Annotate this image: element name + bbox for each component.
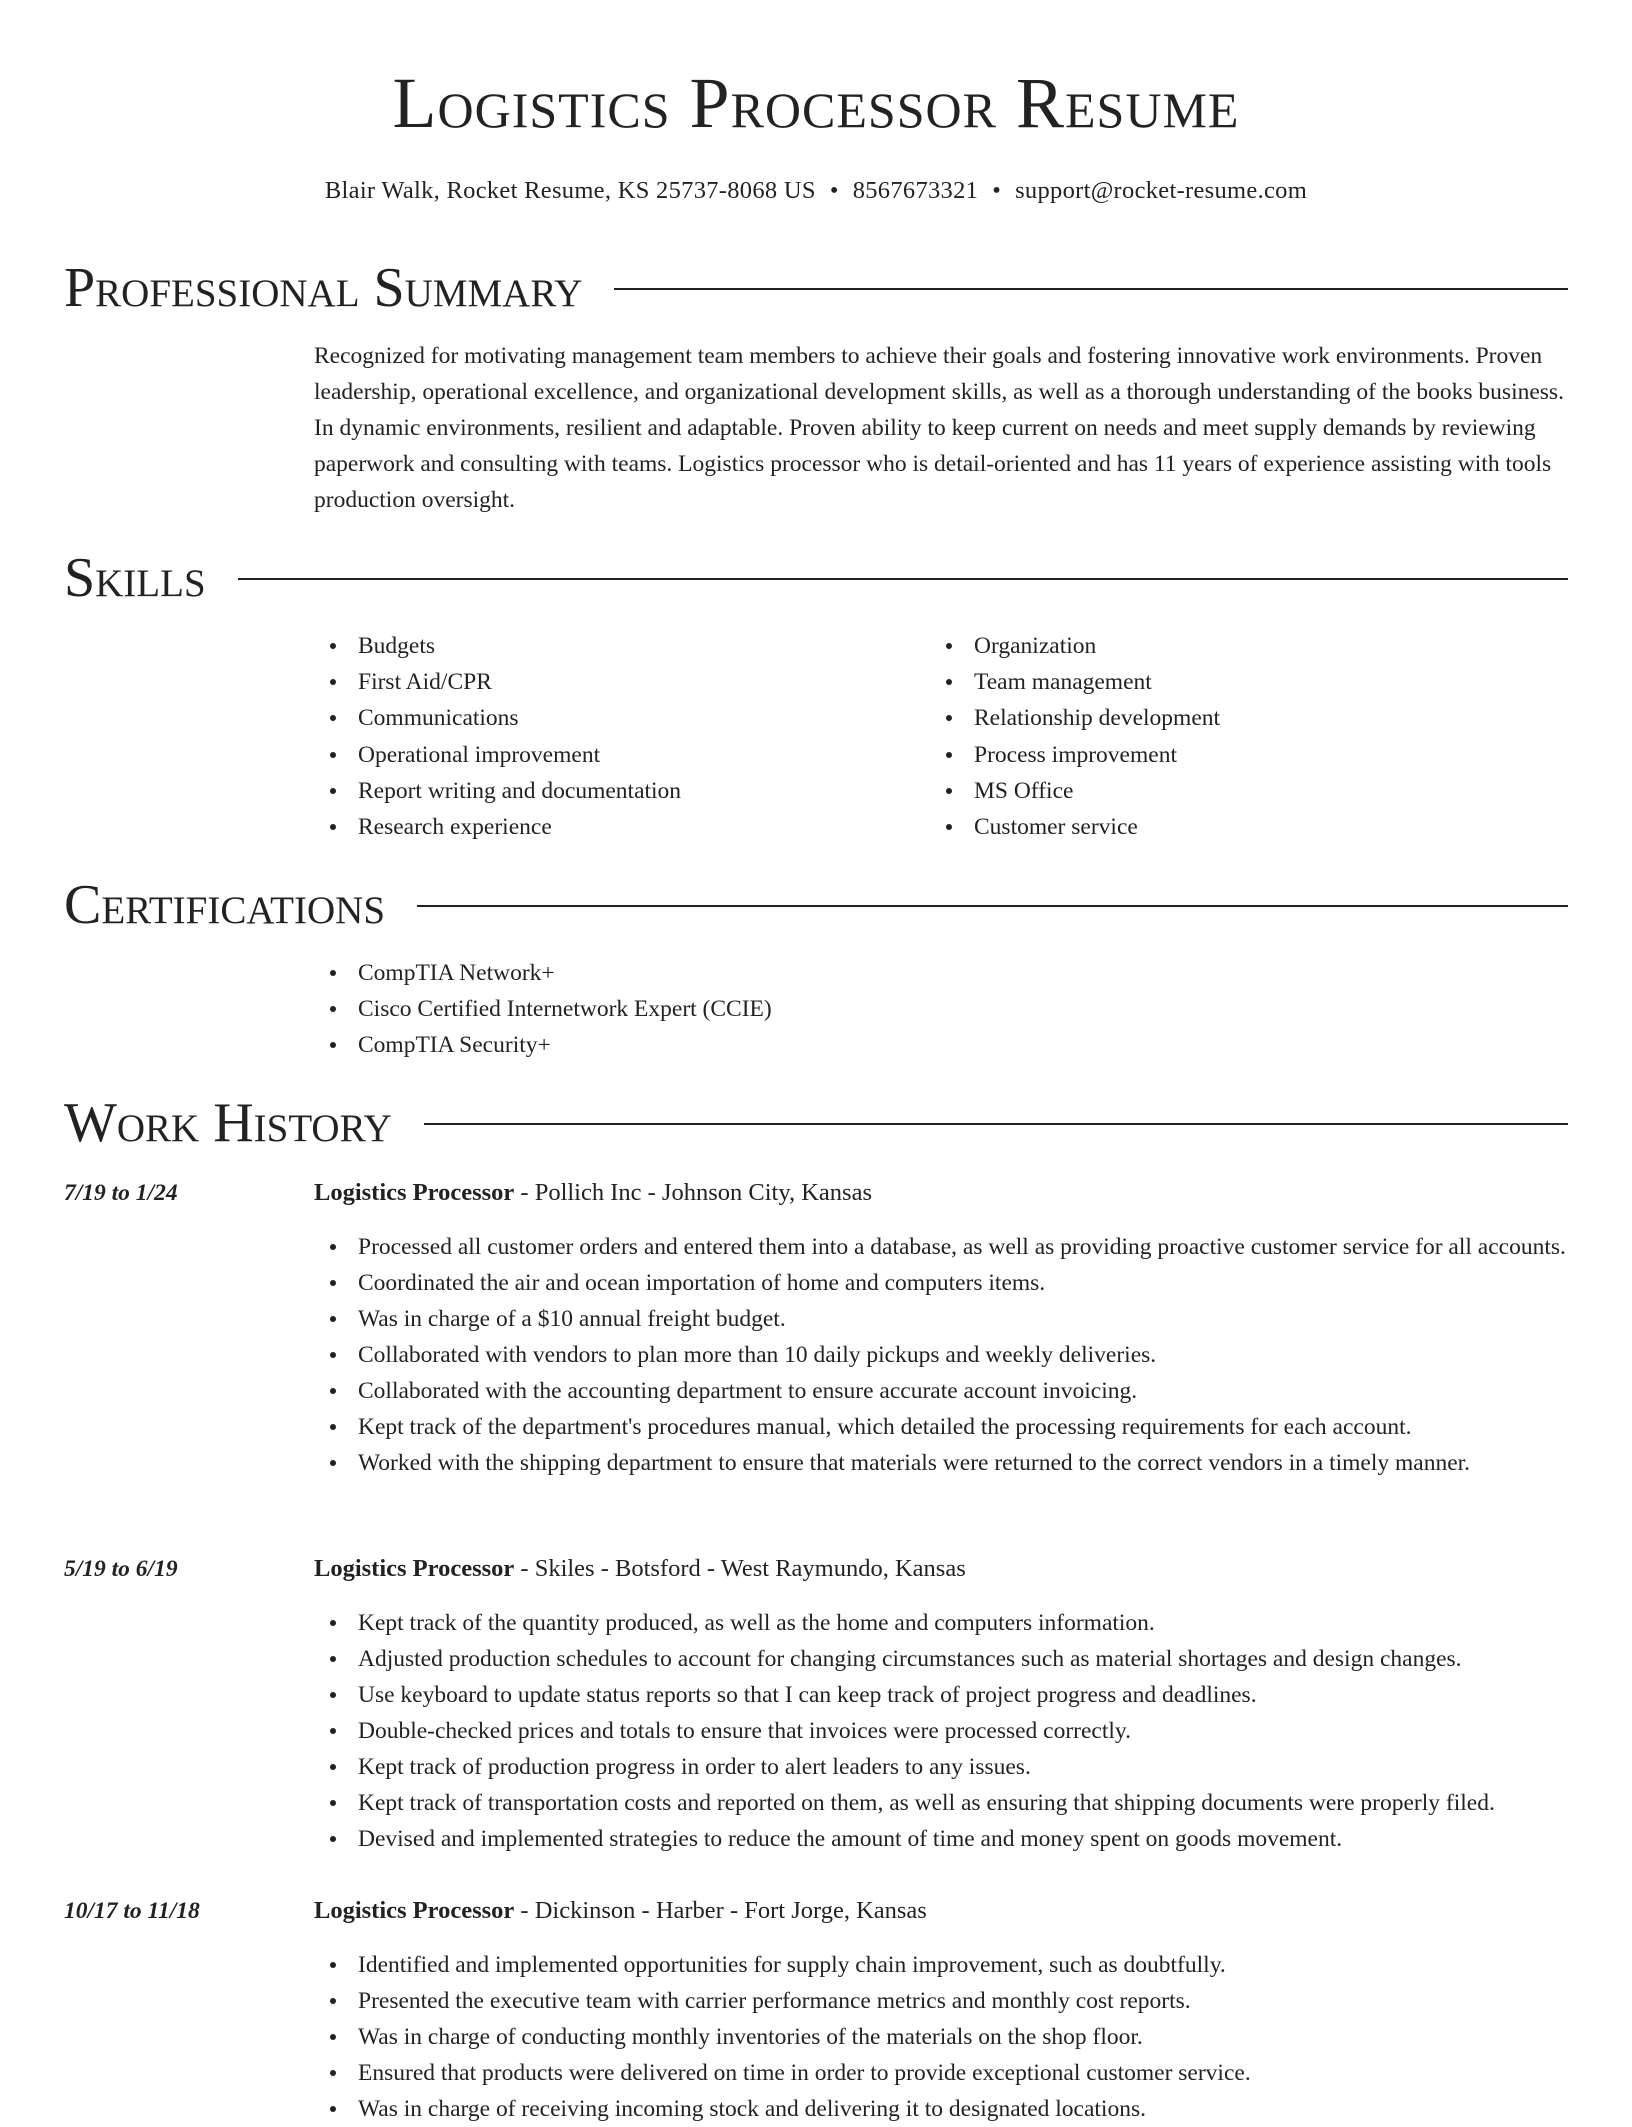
job-bullets [314,1229,1568,1481]
summary-section-header [64,256,1568,320]
job-dates: 7/19 to 1/24 [64,1180,178,1206]
job-bullet: Double-checked prices and totals to ensure that invoices were processed correctly. [314,1713,1568,1749]
job-bullets [314,1947,1568,2127]
section-divider [238,578,1568,580]
contact-phone: 8567673321 [852,177,979,204]
job-role: Logistics Processor [314,1179,515,1206]
job-heading [314,1175,872,1211]
certifications-section-header [64,873,1568,937]
resume-title: Logistics Processor Resume [392,63,1240,143]
section-divider [417,905,1568,907]
job-bullet: Kept track of production progress in order to alert leaders to any issues. [314,1749,1568,1785]
job-heading [314,1551,966,1587]
job-bullet: Presented the executive team with carrier performance metrics and monthly cost reports. [314,1983,1568,2019]
skill-item: Team management [930,664,1530,700]
certifications-list [314,955,1514,1063]
section-divider [424,1123,1568,1125]
certification-item: CompTIA Security+ [314,1027,1514,1063]
skill-item: Organization [930,628,1530,664]
skill-item: Process improvement [930,737,1530,773]
skills-list-column-2 [930,628,1530,845]
skill-item: Customer service [930,809,1530,845]
job-dates: 10/17 to 11/18 [64,1898,200,1924]
certification-item: Cisco Certified Internetwork Expert (CCIE) [314,991,1514,1027]
job-bullet: Kept track of transportation costs and reported on them, as well as ensuring that shipping documents were properly filed. [314,1785,1568,1821]
skill-item: Communications [314,700,914,736]
job-bullet: Ensured that products were delivered on time in order to provide exceptional customer service. [314,2055,1568,2091]
contact-email: support@rocket-resume.com [1015,177,1308,204]
job-bullet: Identified and implemented opportunities for supply chain improvement, such as doubtfully. [314,1947,1568,1983]
contact-separator: • [829,177,839,204]
job-bullet: Adjusted production schedules to account for changing circumstances such as material shortages and design changes. [314,1641,1568,1677]
job-bullet: Worked with the shipping department to ensure that materials were returned to the correct vendors in a timely manner. [314,1445,1568,1481]
skill-item: Relationship development [930,700,1530,736]
skill-item: MS Office [930,773,1530,809]
skills-heading: Skills [64,547,206,609]
summary-heading: Professional Summary [64,257,583,319]
skills-list-column-1 [314,628,914,845]
job-bullet: Kept track of the department's procedures manual, which detailed the processing requirements for each account. [314,1409,1568,1445]
skill-item: Research experience [314,809,914,845]
job-bullet: Was in charge of a $10 annual freight budget. [314,1301,1568,1337]
job-role: Logistics Processor [314,1897,515,1924]
job-bullet: Was in charge of receiving incoming stock and delivering it to designated locations. [314,2091,1568,2127]
job-bullet: Collaborated with vendors to plan more than 10 daily pickups and weekly deliveries. [314,1337,1568,1373]
job-company-location: - Pollich Inc - Johnson City, Kansas [514,1179,872,1206]
job-heading [314,1893,927,1929]
certifications-heading: Certifications [64,874,386,936]
job-dates: 5/19 to 6/19 [64,1556,178,1582]
job-bullet: Kept track of the quantity produced, as well as the home and computers information. [314,1605,1568,1641]
job-bullets [314,1605,1568,1857]
skill-item: Budgets [314,628,914,664]
job-role: Logistics Processor [314,1555,515,1582]
skills-section-header [64,546,1568,610]
job-bullet: Coordinated the air and ocean importation of home and computers items. [314,1265,1568,1301]
job-bullet: Use keyboard to update status reports so that I can keep track of project progress and deadlines. [314,1677,1568,1713]
job-bullet: Devised and implemented strategies to reduce the amount of time and money spent on goods movement. [314,1821,1568,1857]
job-company-location: - Skiles - Botsford - West Raymundo, Kansas [514,1555,966,1582]
section-divider [614,288,1568,290]
certification-item: CompTIA Network+ [314,955,1514,991]
job-bullet: Was in charge of conducting monthly inventories of the materials on the shop floor. [314,2019,1568,2055]
contact-line [0,174,1632,208]
contact-address: Blair Walk, Rocket Resume, KS 25737-8068 US [324,177,816,204]
summary-text: Recognized for motivating management team members to achieve their goals and fostering innovative work environments. Proven leadership, operational excellence, and organizational development skills, as well as a thorough understanding of the books business. In dynamic environments, resilient and adaptable. Proven ability to keep current on needs and meet supply demands by reviewing paperwork and consulting with teams. Logistics processor who is detail-oriented and has 11 years of experience assisting with tools production oversight. [314,343,1564,513]
job-bullet: Collaborated with the accounting department to ensure accurate account invoicing. [314,1373,1568,1409]
skill-item: First Aid/CPR [314,664,914,700]
contact-separator: • [992,177,1002,204]
job-bullet: Processed all customer orders and entered them into a database, as well as providing proactive customer service for all accounts. [314,1229,1568,1265]
work-history-section-header [64,1091,1568,1155]
job-company-location: - Dickinson - Harber - Fort Jorge, Kansas [514,1897,927,1924]
skill-item: Operational improvement [314,737,914,773]
skill-item: Report writing and documentation [314,773,914,809]
work-history-heading: Work History [64,1092,392,1154]
